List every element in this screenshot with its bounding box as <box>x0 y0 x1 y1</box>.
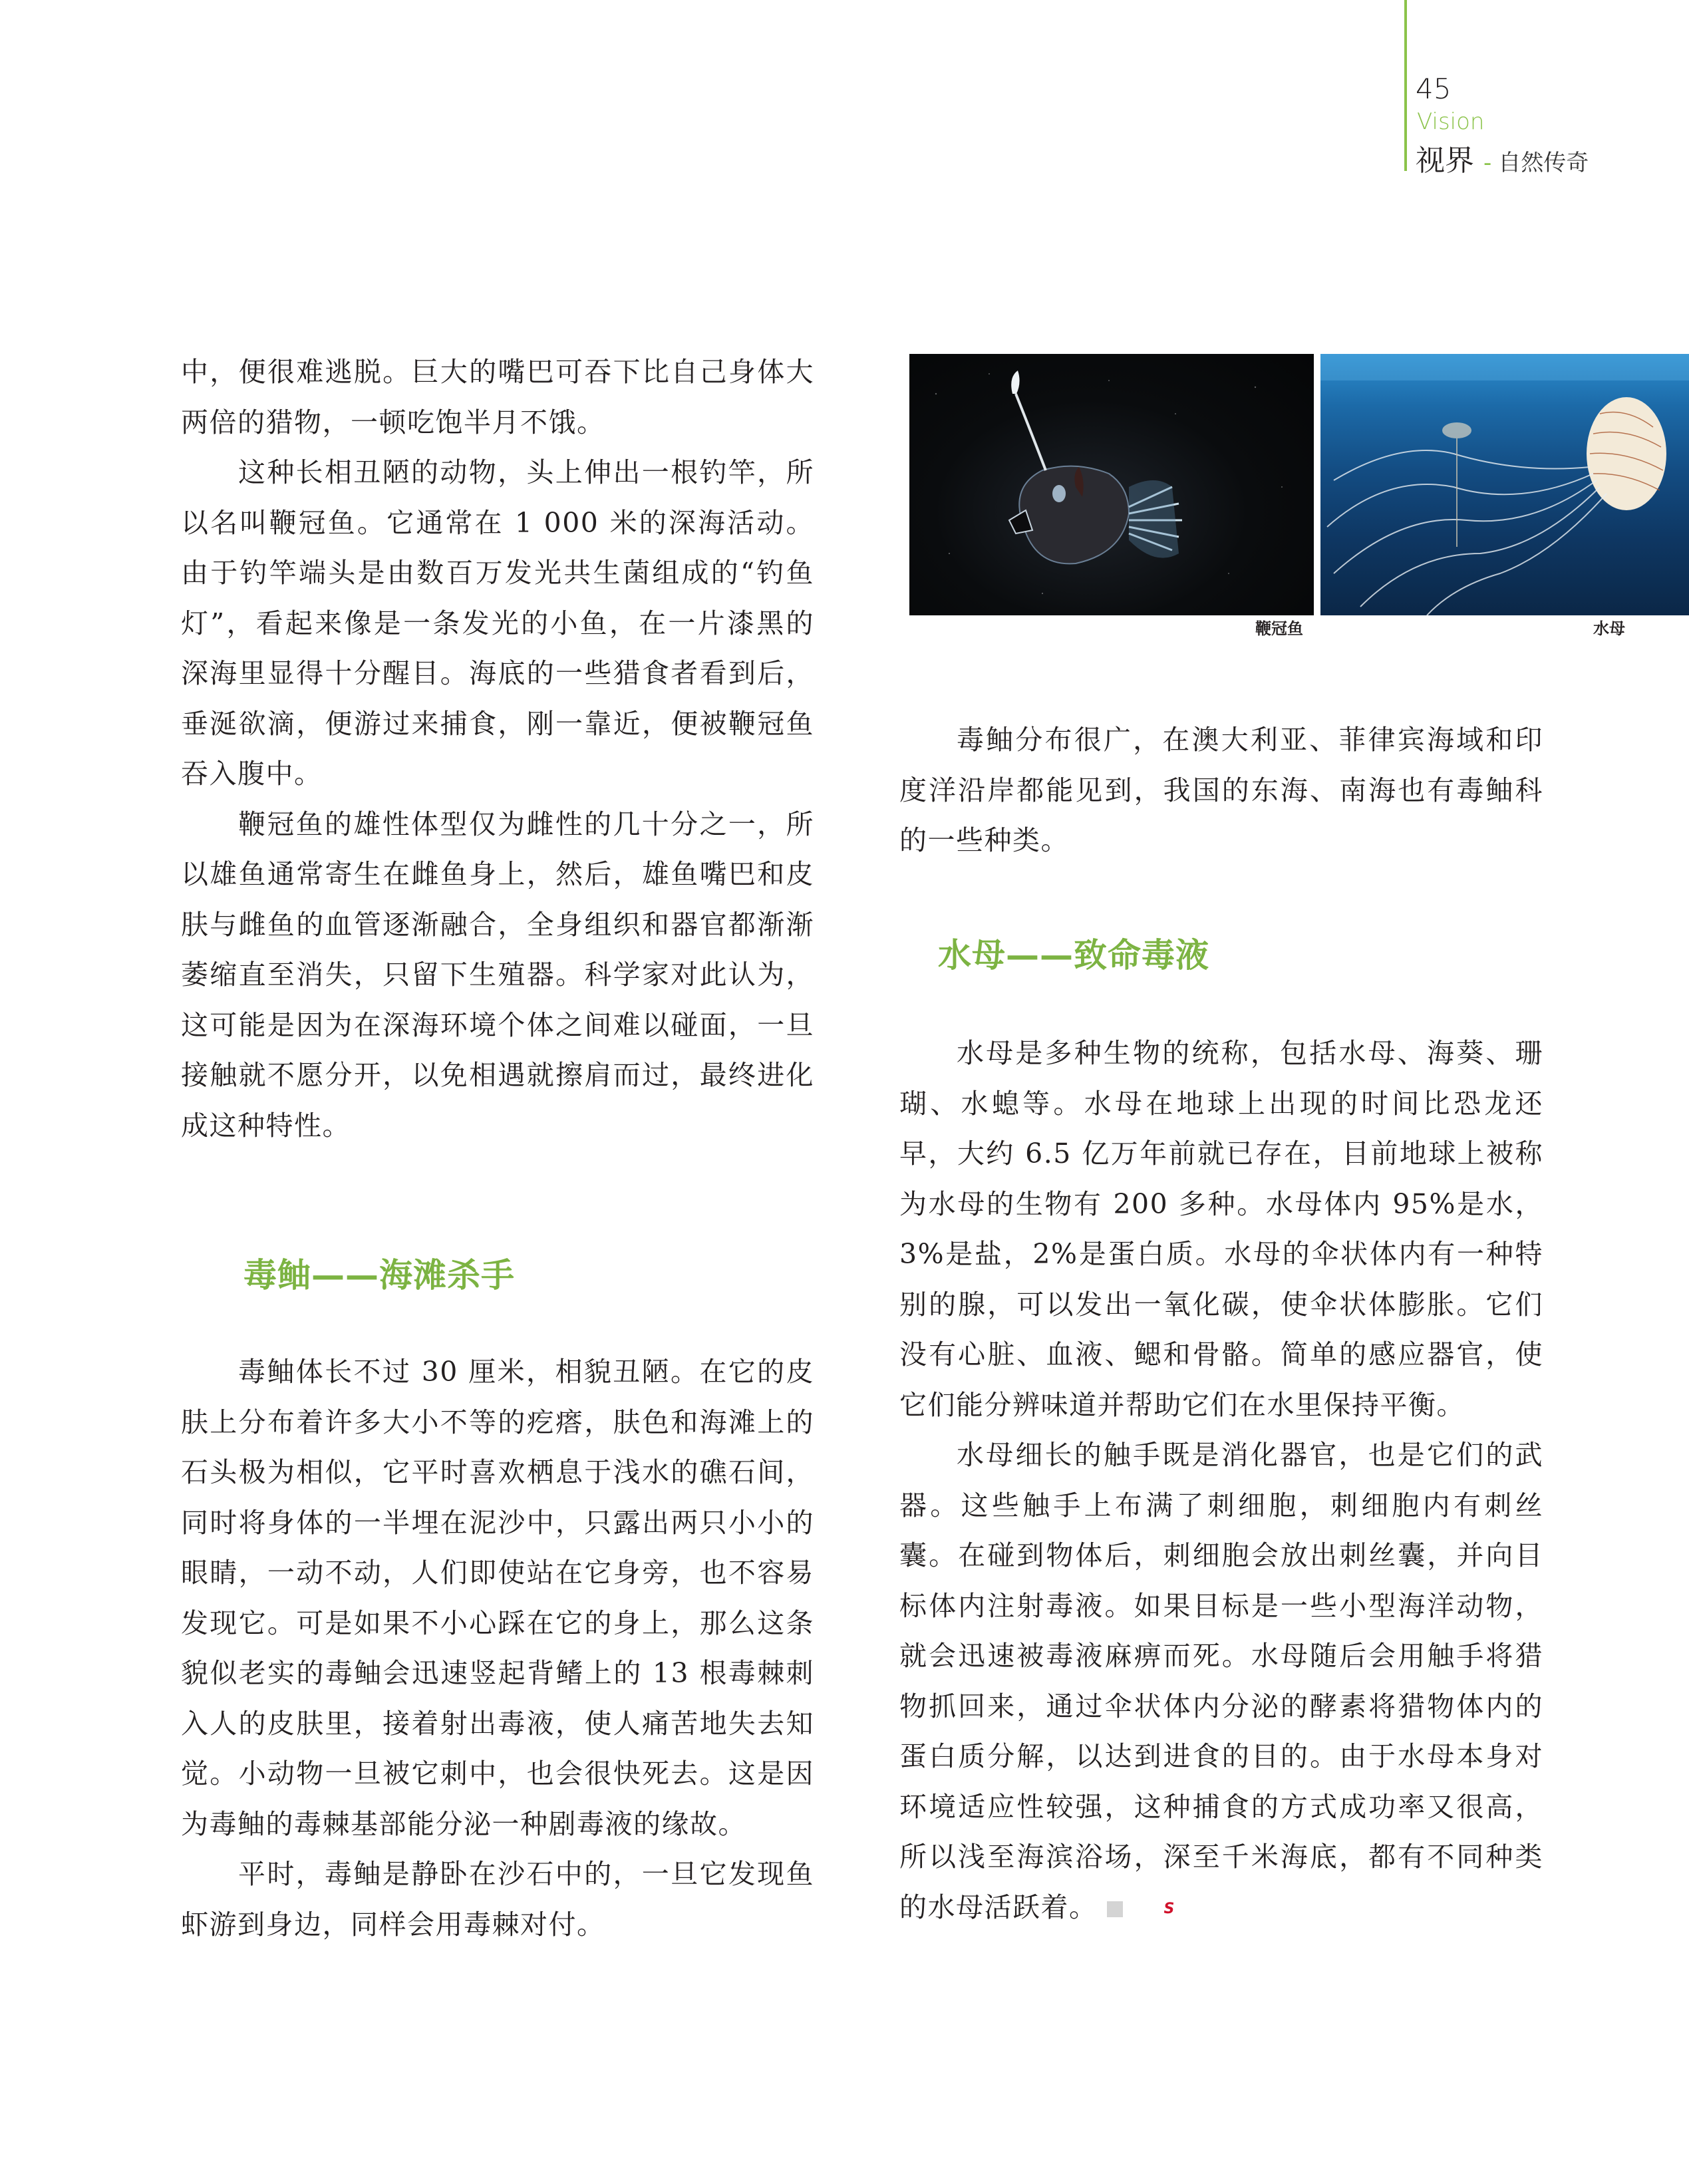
section-label <box>1416 136 1589 179</box>
section-heading-stonefish: 毒鲉——海滩杀手 <box>243 1256 515 1295</box>
paragraph: 鞭冠鱼的雄性体型仅为雌性的几十分之一，所以雄鱼通常寄生在雌鱼身上，然后，雄鱼嘴巴和皮肤与雌鱼的血管逐渐融合，全身组织和器官都渐渐萎缩直至消失，只留下生殖器。科学家对此认为，这可能是因为在深海环境个体之间难以碰面，一旦接触就不愿分开，以免相遇就擦肩而过，最终进化成这种特性。 <box>181 808 814 1142</box>
paragraph: 这种长相丑陋的动物，头上伸出一根钓竿，所以名叫鞭冠鱼。它通常在 1 000 米的深海活动。由于钓竿端头是由数百万发光共生菌组成的“钓鱼灯”，看起来像是一条发光的小鱼，在一片漆黑的深海里显得十分醒目。海底的一些猎食者看到后，垂涎欲滴，便游过来捕食，刚一靠近，便被鞭冠鱼吞入腹中。 <box>181 456 814 790</box>
paragraph-text: 水母细长的触手既是消化器官，也是它们的武器。这些触手上布满了刺细胞，刺细胞内有刺丝囊。在碰到物体后，刺细胞会放出刺丝囊，并向目标体内注射毒液。如果目标是一些小型海洋动物，就会迅速被毒液麻痹而死。水母随后会用触手将猎物抓回来，通过伞状体内分泌的酵素将猎物体内的蛋白质分解，以达到进食的目的。由于水母本身对环境适应性较强，这种捕食的方式成功率又很高，所以浅至海滨浴场，深至千米海底，都有不同种类的水母活跃着。 <box>899 1439 1543 1923</box>
jellyfish-illustration <box>1320 354 1689 615</box>
left-column <box>181 347 814 1151</box>
section-heading-jellyfish: 水母——致命毒液 <box>938 936 1209 975</box>
page-number: 45 <box>1416 73 1452 105</box>
right-column <box>899 715 1543 866</box>
anglerfish-photo <box>909 354 1314 615</box>
anglerfish-illustration <box>909 354 1314 615</box>
end-mark-icon: S <box>1107 1901 1123 1917</box>
paragraph: 毒鲉体长不过 30 厘米，相貌丑陋。在它的皮肤上分布着许多大小不等的疙瘩，肤色和海滩上的石头极为相似，它平时喜欢栖息于浅水的礁石间，同时将身体的一半埋在泥沙中，只露出两只小小的眼睛，一动不动，人们即使站在它身旁，也不容易发现它。可是如果不小心踩在它的身上，那么这条貌似老实的毒鲉会迅速竖起背鳍上的 13 根毒棘刺入人的皮肤里，接着射出毒液，使人痛苦地失去知觉。小动物一旦被它刺中，也会很快死去。这是因为毒鲉的毒棘基部能分泌一种剧毒液的缘故。 <box>181 1356 814 1840</box>
caption-jellyfish: 水母 <box>1593 619 1625 638</box>
section-name: 自然传奇 <box>1498 150 1589 176</box>
paragraph <box>899 1430 1543 1933</box>
left-column-continued <box>181 1347 814 1950</box>
brand-english: Vision <box>1417 108 1485 135</box>
jellyfish-photo <box>1320 354 1689 615</box>
brand-chinese: 视界 <box>1416 144 1474 178</box>
paragraph: 毒鲉分布很广，在澳大利亚、菲律宾海域和印度洋沿岸都能见到，我国的东海、南海也有毒鲉科的一些种类。 <box>899 724 1543 856</box>
paragraph: 水母是多种生物的统称，包括水母、海葵、珊瑚、水螅等。水母在地球上出现的时间比恐龙还早，大约 6.5 亿万年前就已存在，目前地球上被称为水母的生物有 200 多种。水母体内 95%是水，3%是盐，2%是蛋白质。水母的伞状体内有一种特别的腺，可以发出一氧化碳，使伞状体膨胀。它们没有心脏、血液、鳃和骨骼。简单的感应器官，使它们能分辨味道并帮助它们在水里保持平衡。 <box>899 1037 1543 1421</box>
caption-anglerfish: 鞭冠鱼 <box>1255 619 1303 638</box>
paragraph: 中，便很难逃脱。巨大的嘴巴可吞下比自己身体大两倍的猎物，一顿吃饱半月不饿。 <box>181 356 814 438</box>
paragraph: 平时，毒鲉是静卧在沙石中的，一旦它发现鱼虾游到身边，同样会用毒棘对付。 <box>181 1858 814 1941</box>
header-divider <box>1404 0 1407 171</box>
separator: - <box>1483 150 1492 176</box>
right-column-continued <box>899 1028 1543 1933</box>
